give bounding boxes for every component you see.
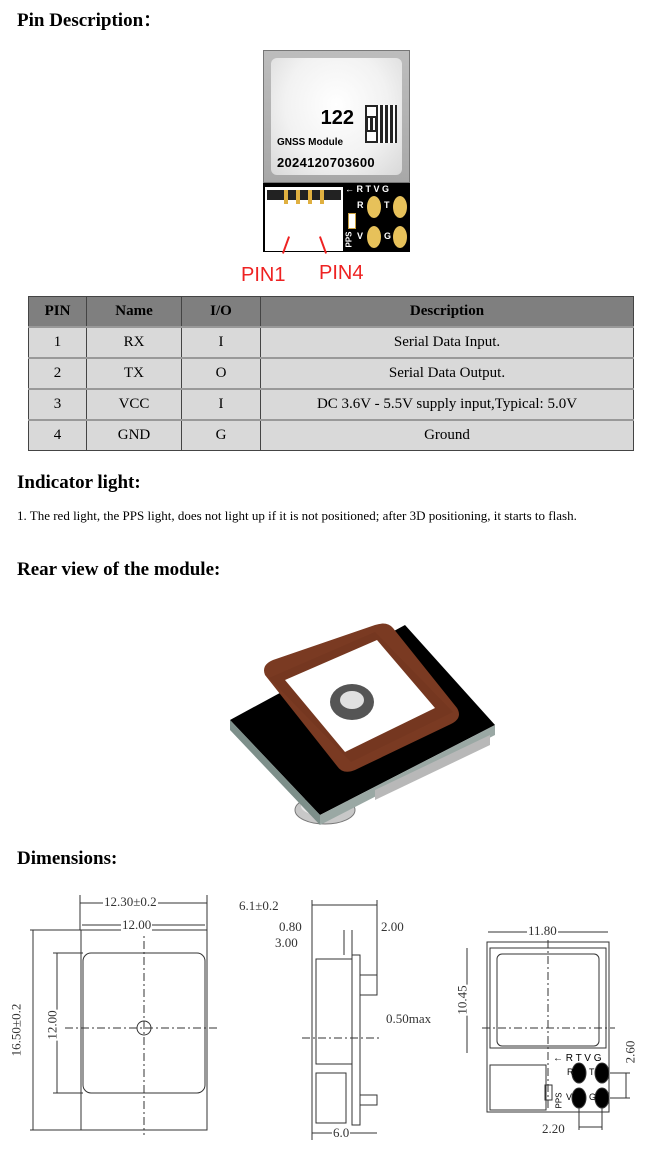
rear-pps-label: PPS <box>554 1092 564 1109</box>
cell-description: Ground <box>261 420 634 451</box>
rear-header-label: ← R T V G <box>553 1053 602 1064</box>
col-io: I/O <box>182 297 261 328</box>
rear-pad-label-v: V <box>566 1092 573 1102</box>
cell-description: DC 3.6V - 5.5V supply input,Typical: 5.0V <box>261 389 634 420</box>
indicator-light-heading: Indicator light: <box>17 472 141 493</box>
table-row <box>29 327 634 358</box>
connector <box>265 187 343 251</box>
pad-v <box>367 226 381 248</box>
dim-front-height-total: 16.50±0.2 <box>8 1003 24 1057</box>
pin-description-heading: Pin Description： <box>17 10 163 31</box>
dim-rear-pad-vertical: 2.60 <box>622 1040 638 1064</box>
cell-io: I <box>182 327 261 358</box>
dim-side-bump: 0.50max <box>386 1011 432 1026</box>
dim-rear-pad-horizontal: 2.20 <box>542 1121 565 1136</box>
pin-table <box>28 296 634 451</box>
dim-side-antenna: 3.00 <box>275 935 298 950</box>
cell-pin: 1 <box>29 327 87 358</box>
pcb-header-label: ← R T V G <box>345 184 390 194</box>
indicator-text: 1. The red light, the PPS light, does not light up if it is not positioned; after 3D positioning, it starts to flash. <box>17 508 577 523</box>
rear-dimension-drawing <box>455 920 666 1144</box>
cell-description: Serial Data Input. <box>261 327 634 358</box>
module-top-image <box>263 50 410 252</box>
col-name: Name <box>87 297 182 328</box>
pps-label: PPS <box>344 231 354 248</box>
cell-io: G <box>182 420 261 451</box>
pad-label-t: T <box>384 200 390 210</box>
module-name: GNSS Module <box>277 137 344 148</box>
module-shield <box>263 50 410 183</box>
pad-label-v: V <box>357 231 364 241</box>
cell-io: I <box>182 389 261 420</box>
dim-front-width-inner: 12.00 <box>122 917 152 932</box>
col-pin: PIN <box>29 297 87 328</box>
dim-rear-height: 10.45 <box>454 985 470 1015</box>
rear-pad-label-t: T <box>589 1067 595 1077</box>
rear-view-heading: Rear view of the module: <box>17 559 221 580</box>
pps-led <box>348 213 356 229</box>
cell-io: O <box>182 358 261 389</box>
dimensions-heading: Dimensions: <box>17 848 118 869</box>
dim-front-height-inner: 12.00 <box>44 1010 60 1040</box>
dim-rear-width: 11.80 <box>528 923 557 938</box>
cell-pin: 3 <box>29 389 87 420</box>
dim-side-pcb: 0.80 <box>279 919 302 934</box>
dim-side-total: 6.1±0.2 <box>239 898 279 913</box>
cell-name: GND <box>87 420 182 451</box>
cell-name: TX <box>87 358 182 389</box>
table-row <box>29 420 634 451</box>
dim-front-width-total: 12.30±0.2 <box>104 894 157 909</box>
table-row <box>29 389 634 420</box>
cell-name: RX <box>87 327 182 358</box>
module-serial: 2024120703600 <box>277 155 375 170</box>
pad-g <box>393 226 407 248</box>
dim-side-bottom: 6.0 <box>333 1125 350 1140</box>
pad-label-g: G <box>384 231 392 241</box>
front-dimension-drawing <box>8 890 225 1144</box>
table-header-row <box>29 297 634 328</box>
rear-pad-label-g: G <box>589 1092 597 1102</box>
module-model: 122 <box>320 107 354 129</box>
cell-name: VCC <box>87 389 182 420</box>
pin1-label: PIN1 <box>241 264 286 286</box>
pin4-label: PIN4 <box>319 262 364 284</box>
pad-r <box>367 196 381 218</box>
col-description: Description <box>261 297 634 328</box>
cell-pin: 2 <box>29 358 87 389</box>
pad-t <box>393 196 407 218</box>
qr-code-icon <box>365 105 397 143</box>
rear-view-image <box>225 620 500 830</box>
dim-side-rear: 2.00 <box>381 919 404 934</box>
pad-label-r: R <box>357 200 364 210</box>
rear-pad-label-r: R <box>567 1067 574 1077</box>
table-row <box>29 358 634 389</box>
side-dimension-drawing <box>232 895 442 1144</box>
cell-pin: 4 <box>29 420 87 451</box>
cell-description: Serial Data Output. <box>261 358 634 389</box>
